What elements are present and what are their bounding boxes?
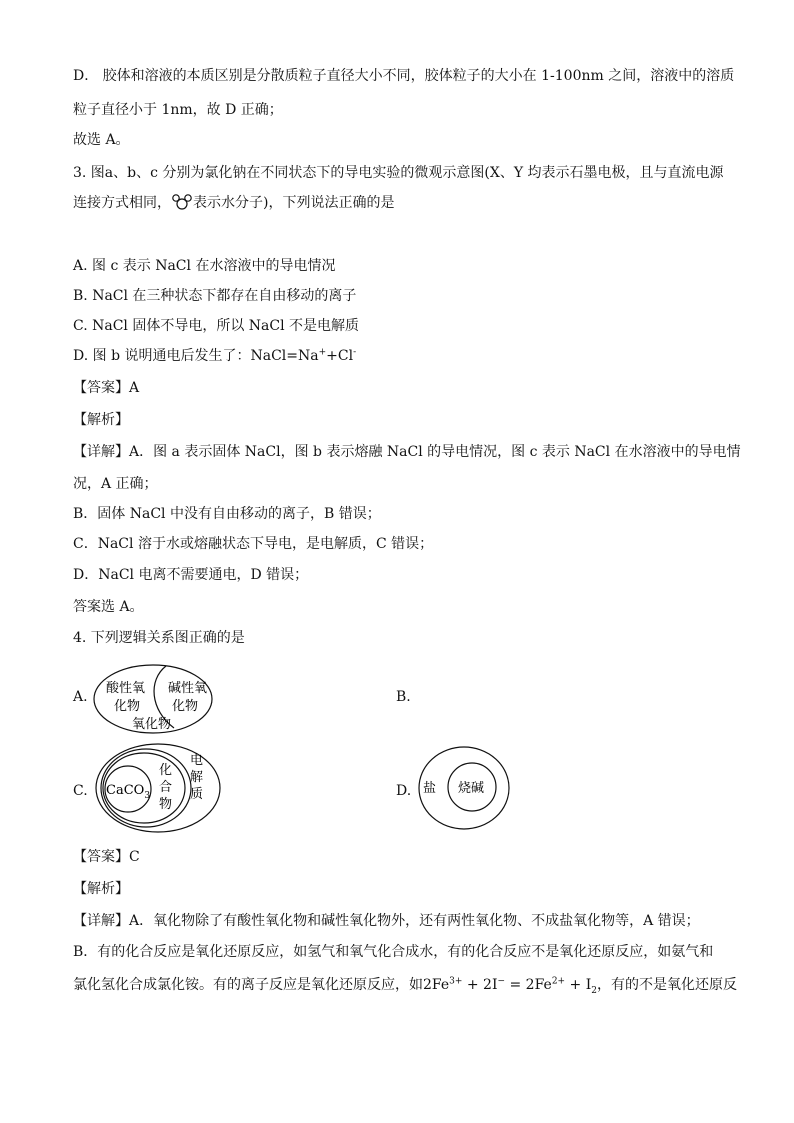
water-molecule-svg (172, 194, 192, 210)
q3-option-d-plus: + (318, 347, 327, 358)
q3-option-d (73, 346, 356, 366)
q3-detail-d: D．NaCl 电离不需要通电，D 错误； (73, 567, 309, 583)
oxide-bottom: 氧化物 (132, 717, 172, 732)
oxide-right-l1: 碱性氧 (168, 681, 208, 696)
q4-option-a-label: A. (73, 689, 88, 705)
q3-stem-line2-a: 连接方式相同， (73, 195, 171, 211)
eq-sub-4: 2 (591, 985, 598, 996)
q3-analysis-label: 【解析】 (73, 412, 129, 428)
redox-equation (423, 976, 598, 996)
caustic-soda-label: 烧碱 (458, 781, 485, 796)
q4-detail-b2-prefix: 氯化氢化合成氯化铵。有的离子反应是氧化还原反应，如 (73, 977, 423, 993)
q4-answer: 【答案】C (73, 849, 140, 865)
compound-nested-diagram (92, 740, 224, 836)
eq-sup-1: 3+ (449, 976, 463, 987)
q3-answer: 【答案】A (73, 380, 140, 396)
salt-nested-diagram (416, 744, 512, 832)
q3-detail-b: B．固体 NaCl 中没有自由移动的离子，B 错误； (73, 506, 381, 522)
electrolyte-char-1: 电 (190, 753, 204, 768)
electrolyte-char-3: 质 (190, 787, 204, 802)
q3-option-d-mid: +Cl (326, 348, 354, 364)
q4-option-d-label: D. (396, 783, 412, 799)
q3-stem-line2-b: 表示水分子)，下列说法正确的是 (193, 195, 395, 211)
q4-stem: 4. 下列逻辑关系图正确的是 (73, 630, 245, 646)
q3-detail-c: C．NaCl 溶于水或熔融状态下导电，是电解质，C 错误； (73, 536, 434, 552)
q3-conclusion: 答案选 A。 (73, 599, 144, 615)
q2-conclusion: 故选 A。 (73, 132, 130, 148)
compound-char-3: 物 (159, 797, 173, 812)
compound-char-2: 合 (159, 780, 173, 795)
oxide-venn-diagram (92, 662, 216, 738)
q4-option-c-label: C. (73, 783, 88, 799)
q3-option-d-prefix: D. 图 b 说明通电后发生了：NaCl=Na (73, 348, 319, 364)
q3-stem-line2 (73, 193, 394, 216)
caco3-label: CaCO$_3$ (106, 783, 151, 801)
q2-option-d-line1: D． 胶体和溶液的本质区别是分散质粒子直径大小不同，胶体粒子的大小在 1-100nm 之间，溶液中的溶质 (73, 68, 735, 84)
eq-part-4: + I (565, 977, 592, 993)
q3-stem-line1: 3. 图a、b、c 分别为氯化钠在不同状态下的导电实验的微观示意图(X、Y 均表示石墨电极，且与直流电源 (73, 165, 724, 181)
electrolyte-char-2: 解 (190, 770, 204, 785)
q3-option-d-minus: - (353, 347, 357, 358)
q3-detail-line2: 况，A 正确； (73, 476, 158, 492)
q4-analysis-label: 【解析】 (73, 881, 129, 897)
compound-char-1: 化 (159, 763, 173, 778)
salt-label: 盐 (423, 781, 437, 796)
eq-part-1: 2Fe (423, 977, 450, 993)
q4-detail-b1: B．有的化合反应是氧化还原反应，如氢气和氧气化合成水，有的化合反应不是氧化还原反应，如氨气和 (73, 944, 714, 960)
oxide-left-l2: 化物 (114, 699, 141, 714)
q3-option-a: A. 图 c 表示 NaCl 在水溶液中的导电情况 (73, 258, 336, 274)
water-molecule-icon (172, 194, 192, 216)
eq-part-2: + 2I (462, 977, 498, 993)
q2-option-d-line2: 粒子直径小于 1nm，故 D 正确； (73, 102, 283, 118)
q3-option-b: B. NaCl 在三种状态下都存在自由移动的离子 (73, 288, 357, 304)
oxide-left-l1: 酸性氧 (106, 681, 146, 696)
q4-option-b-label: B. (396, 689, 411, 705)
eq-sup-3: 2+ (551, 976, 566, 987)
q4-detail-a: 【详解】A．氧化物除了有酸性氧化物和碱性氧化物外，还有两性氧化物、不成盐氧化物等，A 错误； (73, 913, 700, 929)
eq-sup-2: − (497, 976, 506, 987)
q4-detail-b2 (73, 975, 737, 995)
q3-detail-line1: 【详解】A．图 a 表示固体 NaCl，图 b 表示熔融 NaCl 的导电情况，图 c 表示 NaCl 在水溶液中的导电情 (73, 444, 741, 460)
q4-detail-b2-suffix: ，有的不是氧化还原反 (597, 977, 738, 993)
oxide-right-l2: 化物 (172, 699, 199, 714)
eq-part-3: = 2Fe (505, 977, 552, 993)
q3-option-c: C. NaCl 固体不导电，所以 NaCl 不是电解质 (73, 318, 360, 334)
